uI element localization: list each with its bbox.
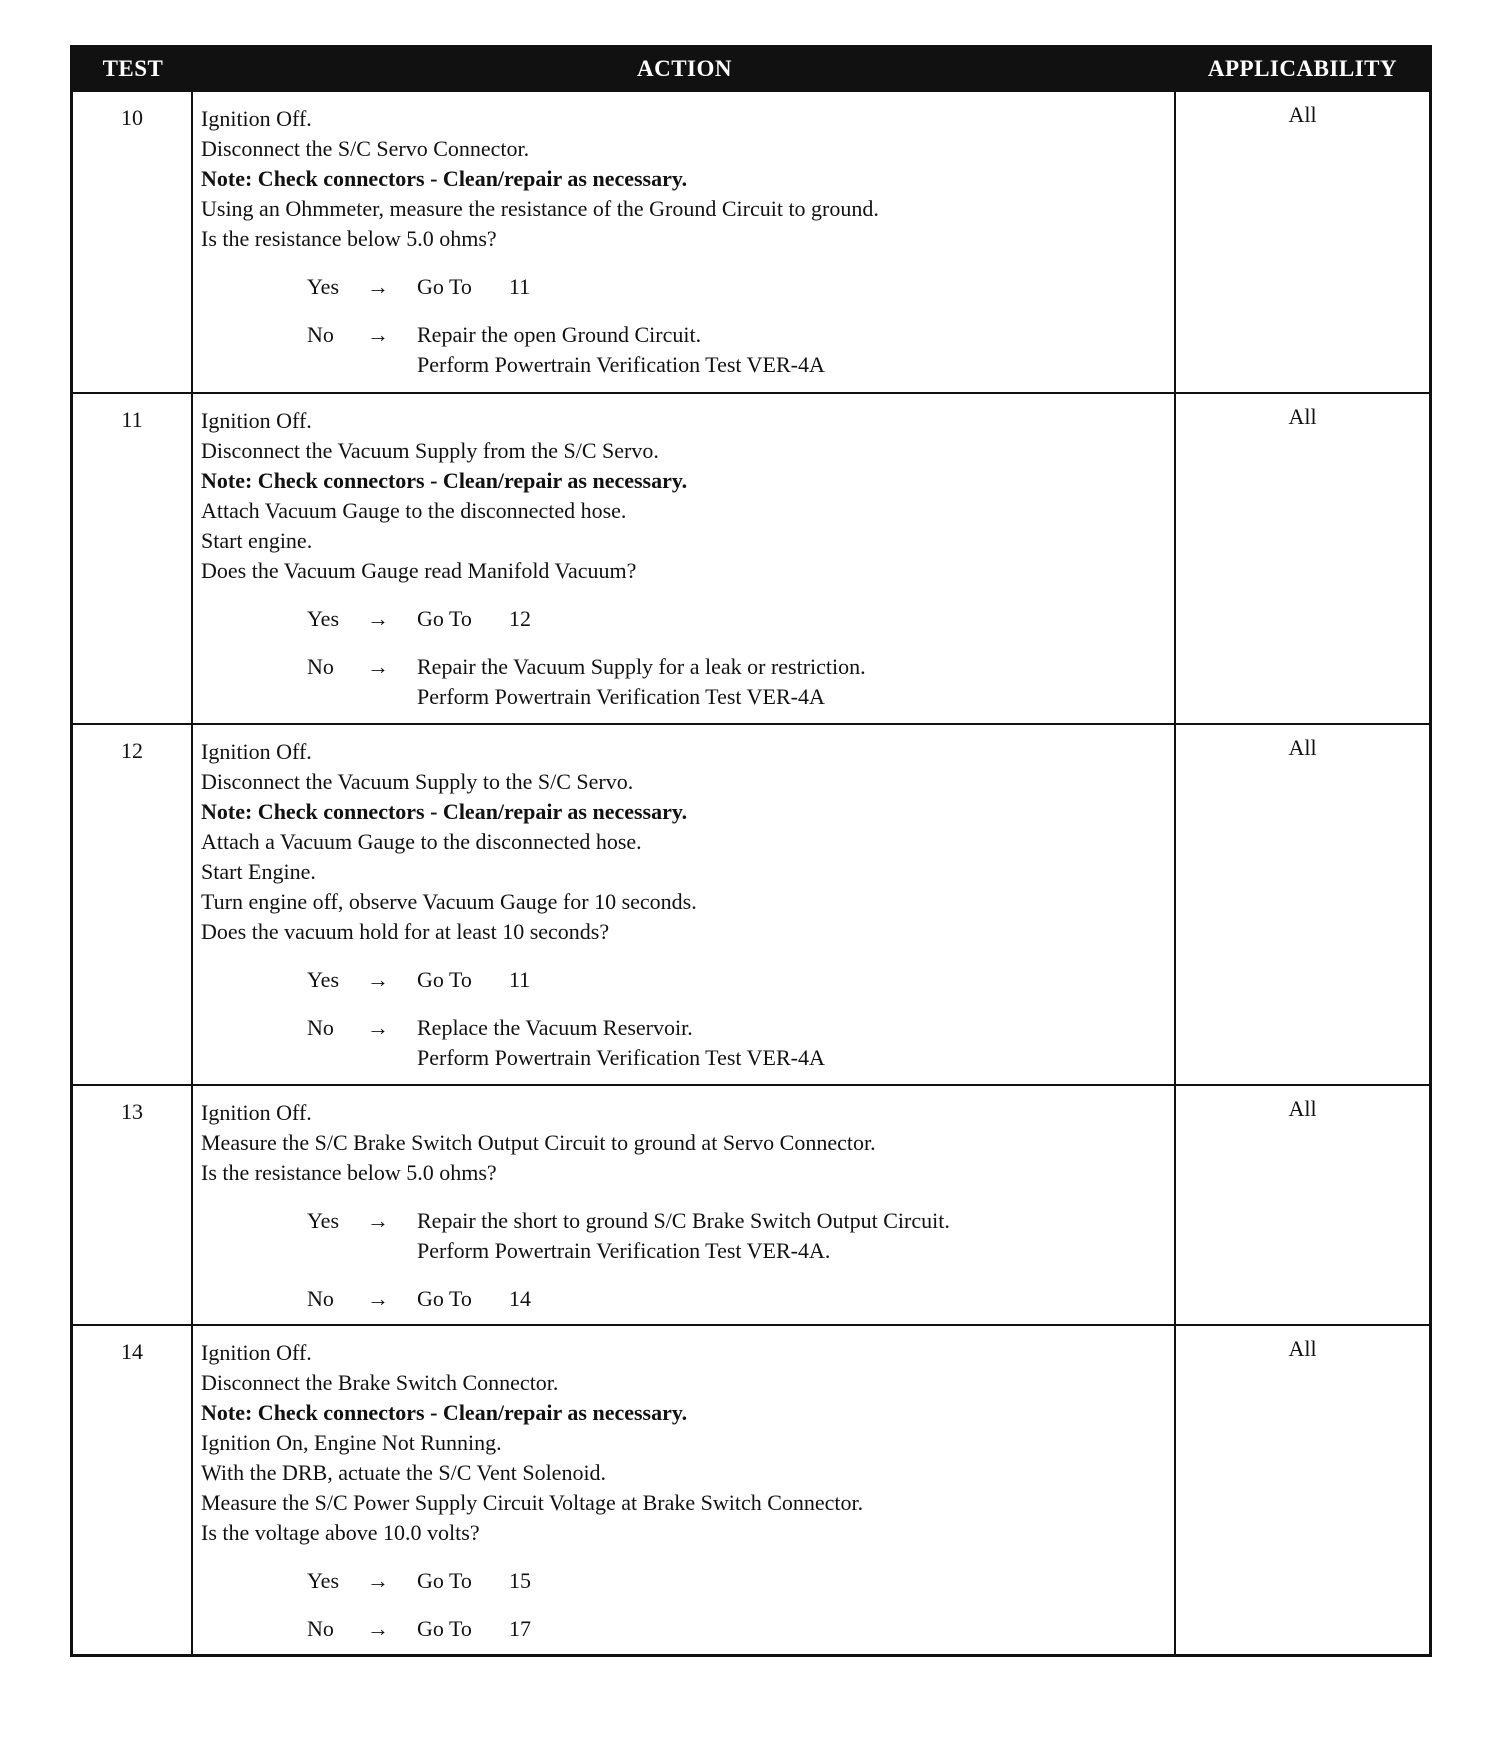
no-branch bbox=[307, 320, 1174, 380]
header-test: TEST bbox=[102, 56, 164, 81]
test-row-11 bbox=[73, 392, 1429, 723]
goto-target: 15 bbox=[509, 1568, 531, 1593]
arrow-icon: → bbox=[367, 654, 389, 679]
result-line: Repair the short to ground S/C Brake Switch Output Circuit. bbox=[417, 1208, 950, 1233]
arrow-icon: → bbox=[367, 967, 389, 992]
applicability-cell: All bbox=[1288, 102, 1317, 127]
branch-result bbox=[417, 272, 530, 302]
goto-label: Go To bbox=[417, 1616, 472, 1641]
yes-label: Yes bbox=[307, 1208, 340, 1233]
yes-branch bbox=[307, 1206, 1174, 1266]
action-line: Attach a Vacuum Gauge to the disconnected hose. bbox=[201, 829, 642, 854]
goto-label: Go To bbox=[417, 1568, 472, 1593]
action-line: Ignition Off. bbox=[201, 1100, 312, 1125]
action-line: Ignition On, Engine Not Running. bbox=[201, 1430, 502, 1455]
goto-target: 12 bbox=[509, 606, 531, 631]
header-applicability: APPLICABILITY bbox=[1207, 56, 1398, 81]
branch-result bbox=[417, 320, 825, 380]
branch-result bbox=[417, 604, 531, 634]
branch-result bbox=[417, 1013, 825, 1073]
action-line: Attach Vacuum Gauge to the disconnected hose. bbox=[201, 498, 627, 523]
action-line: Start Engine. bbox=[201, 859, 316, 884]
no-label: No bbox=[307, 322, 334, 347]
goto-label: Go To bbox=[417, 967, 472, 992]
no-branch bbox=[307, 1614, 1174, 1644]
action-line: Ignition Off. bbox=[201, 739, 312, 764]
action-note: Note: Check connectors - Clean/repair as necessary. bbox=[201, 468, 688, 493]
action-line: Disconnect the Vacuum Supply from the S/C Servo. bbox=[201, 438, 659, 463]
yes-branch bbox=[307, 604, 1174, 634]
action-note: Note: Check connectors - Clean/repair as necessary. bbox=[201, 166, 688, 191]
test-number: 13 bbox=[73, 1086, 193, 1324]
action-note: Note: Check connectors - Clean/repair as necessary. bbox=[201, 799, 688, 824]
test-row-14 bbox=[73, 1324, 1429, 1654]
no-branch bbox=[307, 652, 1174, 712]
arrow-icon: → bbox=[367, 1616, 389, 1641]
test-row-10 bbox=[73, 90, 1429, 392]
arrow-icon: → bbox=[367, 1208, 389, 1233]
goto-target: 14 bbox=[509, 1286, 531, 1311]
arrow-icon: → bbox=[367, 1015, 389, 1040]
goto-label: Go To bbox=[417, 274, 472, 299]
arrow-icon: → bbox=[367, 1286, 389, 1311]
action-question: Is the voltage above 10.0 volts? bbox=[201, 1520, 480, 1545]
yes-label: Yes bbox=[307, 274, 340, 299]
result-line: Replace the Vacuum Reservoir. bbox=[417, 1015, 693, 1040]
yes-branch bbox=[307, 272, 1174, 302]
yes-branch bbox=[307, 1566, 1174, 1596]
arrow-icon: → bbox=[367, 322, 389, 347]
test-number: 10 bbox=[73, 92, 193, 392]
action-cell bbox=[193, 725, 1176, 1084]
result-line: Perform Powertrain Verification Test VER-4A bbox=[417, 684, 825, 709]
action-question: Does the vacuum hold for at least 10 seconds? bbox=[201, 919, 610, 944]
arrow-icon: → bbox=[367, 1568, 389, 1593]
action-question: Is the resistance below 5.0 ohms? bbox=[201, 1160, 497, 1185]
goto-target: 11 bbox=[509, 967, 531, 992]
applicability-cell: All bbox=[1288, 735, 1317, 760]
branch-result bbox=[417, 1614, 531, 1644]
test-number: 14 bbox=[73, 1326, 193, 1654]
arrow-icon: → bbox=[367, 606, 389, 631]
test-number: 11 bbox=[73, 394, 193, 723]
no-branch bbox=[307, 1284, 1174, 1314]
action-line: Ignition Off. bbox=[201, 408, 312, 433]
action-line: Measure the S/C Brake Switch Output Circuit to ground at Servo Connector. bbox=[201, 1130, 876, 1155]
no-label: No bbox=[307, 654, 334, 679]
action-line: Disconnect the Brake Switch Connector. bbox=[201, 1370, 559, 1395]
applicability-cell: All bbox=[1288, 404, 1317, 429]
test-row-12 bbox=[73, 723, 1429, 1084]
result-line: Perform Powertrain Verification Test VER-4A bbox=[417, 352, 825, 377]
action-cell bbox=[193, 394, 1176, 723]
diagnostic-test-table bbox=[70, 45, 1432, 1657]
action-cell bbox=[193, 1326, 1176, 1654]
action-note: Note: Check connectors - Clean/repair as necessary. bbox=[201, 1400, 688, 1425]
result-line: Perform Powertrain Verification Test VER-4A bbox=[417, 1045, 825, 1070]
table-header bbox=[73, 48, 1429, 90]
branch-result bbox=[417, 1566, 531, 1596]
arrow-icon: → bbox=[367, 274, 389, 299]
no-branch bbox=[307, 1013, 1174, 1073]
action-line: Turn engine off, observe Vacuum Gauge for 10 seconds. bbox=[201, 889, 697, 914]
action-line: Start engine. bbox=[201, 528, 313, 553]
action-line: Ignition Off. bbox=[201, 106, 312, 131]
no-label: No bbox=[307, 1616, 334, 1641]
yes-branch bbox=[307, 965, 1174, 995]
action-line: Disconnect the S/C Servo Connector. bbox=[201, 136, 530, 161]
goto-label: Go To bbox=[417, 1286, 472, 1311]
action-line: With the DRB, actuate the S/C Vent Solenoid. bbox=[201, 1460, 607, 1485]
action-line: Using an Ohmmeter, measure the resistance of the Ground Circuit to ground. bbox=[201, 196, 879, 221]
action-line: Ignition Off. bbox=[201, 1340, 312, 1365]
branch-result bbox=[417, 1206, 950, 1266]
header-action: ACTION bbox=[636, 56, 732, 81]
branch-result bbox=[417, 652, 866, 712]
action-line: Measure the S/C Power Supply Circuit Voltage at Brake Switch Connector. bbox=[201, 1490, 864, 1515]
test-row-13 bbox=[73, 1084, 1429, 1324]
result-line: Perform Powertrain Verification Test VER-4A. bbox=[417, 1238, 831, 1263]
result-line: Repair the open Ground Circuit. bbox=[417, 322, 702, 347]
action-line: Disconnect the Vacuum Supply to the S/C Servo. bbox=[201, 769, 634, 794]
action-cell bbox=[193, 92, 1176, 392]
yes-label: Yes bbox=[307, 606, 340, 631]
applicability-cell: All bbox=[1288, 1336, 1317, 1361]
branch-result bbox=[417, 1284, 531, 1314]
branch-result bbox=[417, 965, 530, 995]
goto-target: 11 bbox=[509, 274, 531, 299]
test-number: 12 bbox=[73, 725, 193, 1084]
action-question: Does the Vacuum Gauge read Manifold Vacuum? bbox=[201, 558, 637, 583]
goto-label: Go To bbox=[417, 606, 472, 631]
goto-target: 17 bbox=[509, 1616, 531, 1641]
yes-label: Yes bbox=[307, 967, 340, 992]
yes-label: Yes bbox=[307, 1568, 340, 1593]
action-question: Is the resistance below 5.0 ohms? bbox=[201, 226, 497, 251]
action-cell bbox=[193, 1086, 1176, 1324]
no-label: No bbox=[307, 1015, 334, 1040]
applicability-cell: All bbox=[1288, 1096, 1317, 1121]
no-label: No bbox=[307, 1286, 334, 1311]
result-line: Repair the Vacuum Supply for a leak or restriction. bbox=[417, 654, 866, 679]
